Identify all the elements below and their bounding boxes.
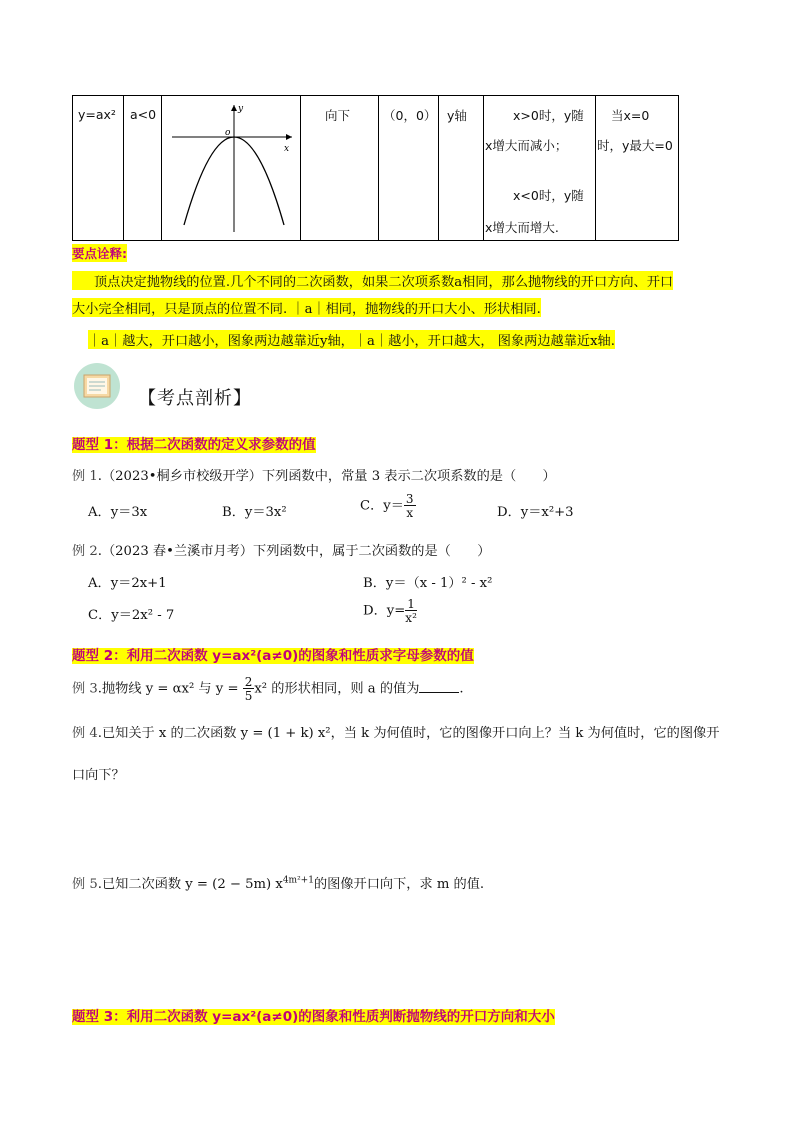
axis-cell: y轴 <box>447 108 467 123</box>
ex1-option-a: A．y＝3x <box>88 505 148 520</box>
ex1-option-d: D．y＝x²+3 <box>497 505 574 520</box>
type2-label <box>72 644 474 664</box>
section-title: 【考点剖析】 <box>138 388 252 409</box>
type3-label <box>72 1005 555 1025</box>
example-4 <box>72 722 719 741</box>
monotonic-line-3: x<0时，y随 <box>513 188 584 203</box>
graph-y-label: y <box>238 104 244 114</box>
graph-x-label: x <box>284 144 290 154</box>
example-4-line-1: .已知关于 x 的二次函数 y = (1 + k) x²，当 k 为何值时，它的图像开口向上？当 k 为何值时，它的图像开 <box>97 726 720 741</box>
example-4-prefix: 例 4 <box>72 726 98 741</box>
example-3-fraction <box>243 676 255 702</box>
extreme-line-2: 时，y最大=0 <box>597 138 673 153</box>
type3-label-text: 题型 3：利用二次函数 y=ax²(a≠0)的图象和性质判断抛物线的开口方向和大小 <box>72 1009 555 1025</box>
monotonic-line-2: x增大而减小； <box>485 138 568 153</box>
example-5-prefix: 例 5 <box>72 877 98 892</box>
ex1-c-numerator: 3 <box>405 492 414 506</box>
book-icon <box>74 363 120 409</box>
graph-origin-label: o <box>225 128 231 138</box>
key-points-line-3: ｜a｜越大，开口越小，图象两边越靠近y轴，｜a｜越小，开口越大， 图象两边越靠近x轴. <box>88 330 615 349</box>
ex2-option-d <box>363 598 417 624</box>
example-3-text-a: .抛物线 y = αx² 与 y = <box>97 681 243 697</box>
monotonic-line-4: x增大而增大. <box>485 220 559 235</box>
example-2-text: .（2023 春•兰溪市月考）下列函数中，属于二次函数的是（ ） <box>97 544 491 559</box>
ex2-option-d-eq: y= <box>386 603 406 619</box>
type1-label-text: 题型 1：根据二次函数的定义求参数的值 <box>72 437 316 453</box>
parabola-graph <box>162 97 299 240</box>
example-5-text-a: .已知二次函数 y = (2 − 5m) x <box>97 877 283 892</box>
ex2-option-d-fraction <box>405 598 417 624</box>
example-2-prefix: 例 2 <box>72 544 98 559</box>
example-3-prefix: 例 3 <box>72 681 98 697</box>
ex2-d-denominator: x² <box>405 611 417 625</box>
example-4-line-2: 口向下？ <box>72 768 125 783</box>
example-5-exponent: 4m²+1 <box>282 875 314 886</box>
example-1-prefix: 例 1 <box>72 469 98 484</box>
example-3-text-c: . <box>459 681 464 697</box>
ex1-option-c-prefix: C．y＝ <box>360 498 404 514</box>
example-2 <box>72 540 490 559</box>
example-5-text-b: 的图像开口向下，求 m 的值. <box>313 877 485 892</box>
ex1-option-b: B．y＝3x² <box>222 505 287 520</box>
example-5 <box>72 873 484 892</box>
answer-blank[interactable] <box>419 680 459 693</box>
condition-cell: a<0 <box>130 107 157 122</box>
extreme-line-1: 当x=0 <box>611 108 650 123</box>
type1-label <box>72 433 316 453</box>
key-points-line-2: 大小完全相同，只是顶点的位置不同. ｜a｜相同，抛物线的开口大小、形状相同. <box>72 298 541 317</box>
function-cell: y=ax² <box>78 107 116 122</box>
example-3 <box>72 676 464 702</box>
ex3-denominator: 5 <box>244 689 253 703</box>
ex1-option-c <box>360 493 416 519</box>
monotonic-line-1: x>0时，y随 <box>513 108 584 123</box>
property-table-row <box>72 95 679 241</box>
opening-cell: 向下 <box>325 108 351 123</box>
key-points-line-1: 顶点决定抛物线的位置.几个不同的二次函数，如果二次项系数a相同，那么抛物线的开口方向、开口 <box>72 271 673 290</box>
example-1-text: .（2023•桐乡市校级开学）下列函数中，常量 3 表示二次项系数的是（ ） <box>97 469 556 484</box>
ex2-d-numerator: 1 <box>407 597 415 611</box>
example-1 <box>72 465 556 484</box>
ex2-option-b: B．y＝（x - 1）² - x² <box>363 576 493 591</box>
ex3-numerator: 2 <box>244 675 253 689</box>
ex2-option-a: A．y＝2x+1 <box>88 576 167 591</box>
key-points-heading: 要点诠释: <box>72 246 127 261</box>
ex1-option-c-fraction <box>404 493 416 519</box>
example-3-text-b: x² 的形状相同，则 a 的值为 <box>254 681 420 697</box>
ex2-option-d-prefix: D． <box>363 603 387 619</box>
vertex-cell: （0，0） <box>383 108 437 123</box>
ex1-c-denominator: x <box>406 506 414 520</box>
ex2-option-c: C．y＝2x² - 7 <box>88 608 175 623</box>
type2-label-text: 题型 2：利用二次函数 y=ax²(a≠0)的图象和性质求字母参数的值 <box>72 648 474 664</box>
